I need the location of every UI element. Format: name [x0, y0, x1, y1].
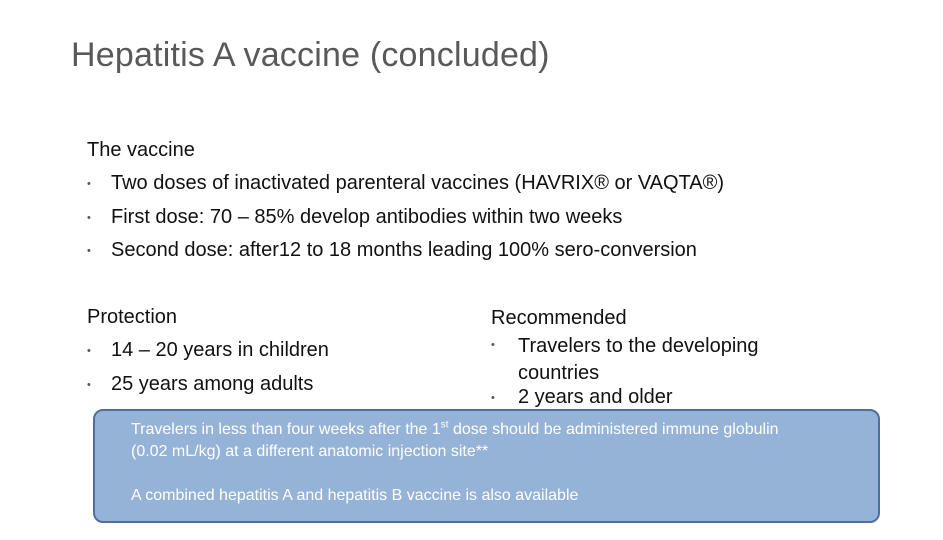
- note-line-1-start: Travelers in less than four weeks after the 1: [131, 421, 441, 438]
- protection-item-text: 25 years among adults: [111, 373, 314, 395]
- vaccine-item-text: First dose: 70 – 85% develop antibodies within two weeks: [111, 206, 623, 228]
- note-callout-box: [93, 409, 880, 523]
- bullet-icon: •: [87, 178, 91, 190]
- bullet-icon: •: [87, 212, 91, 224]
- recommended-item-text: Travelers to the developing countries: [518, 335, 759, 384]
- bullet-icon: •: [87, 245, 91, 257]
- recommended-heading: Recommended: [491, 307, 627, 329]
- note-line-3: A combined hepatitis A and hepatitis B vaccine is also available: [131, 487, 579, 504]
- ordinal-suffix: st: [440, 419, 449, 431]
- note-line-1-end: dose should be administered immune globulin: [448, 421, 779, 438]
- protection-item-text: 14 – 20 years in children: [111, 339, 329, 361]
- note-line-1: [131, 419, 876, 440]
- note-line-2: (0.02 mL/kg) at a different anatomic injection site**: [131, 443, 489, 460]
- vaccine-heading: The vaccine: [87, 139, 195, 161]
- vaccine-item-text: Two doses of inactivated parenteral vaccines (HAVRIX® or VAQTA®): [111, 172, 725, 194]
- bullet-icon: •: [87, 345, 91, 357]
- protection-heading: Protection: [87, 306, 178, 328]
- bullet-icon: •: [491, 339, 495, 351]
- bullet-icon: •: [87, 379, 91, 391]
- vaccine-item-text: Second dose: after12 to 18 months leading 100% sero-conversion: [111, 239, 697, 261]
- slide-title: Hepatitis A vaccine (concluded): [71, 36, 550, 74]
- bullet-icon: •: [491, 392, 495, 404]
- recommended-item-text: 2 years and older: [518, 386, 673, 408]
